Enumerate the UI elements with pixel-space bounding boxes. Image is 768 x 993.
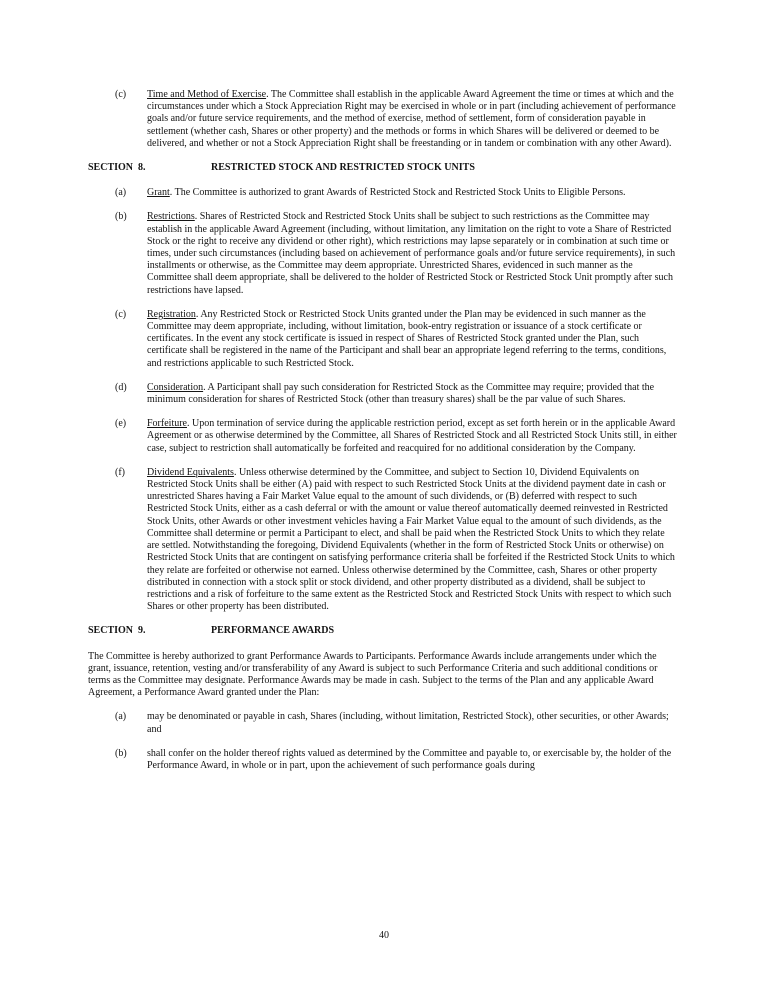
list-item-text <box>147 309 679 370</box>
list-item-text <box>147 748 679 772</box>
item-body-text: . Upon termination of service during the applicable restriction period, except as set forth herein or in the applicable Award Agreement or as otherwise determined by the Committee, all Shares of Restricted Stock and all Restricted Stock Units still, in either case, subject to restriction shall automatically be forfeited and reacquired for no additional consideration by the Company. <box>147 418 677 454</box>
item-heading-underlined: Time and Method of Exercise <box>147 89 267 100</box>
section-number: SECTION 9. <box>88 625 146 637</box>
list-item-label: (e) <box>115 418 127 430</box>
list-item-label: (c) <box>115 308 127 320</box>
list-item-consideration <box>88 382 679 406</box>
section-title: PERFORMANCE AWARDS <box>211 625 335 637</box>
item-heading-underlined: Restrictions <box>147 211 195 223</box>
list-item-grant <box>88 187 679 199</box>
section-number: SECTION 8. <box>88 162 146 174</box>
list-item-dividend-equivalents <box>88 467 679 613</box>
item-body-text: . The Committee shall establish in the applicable Award Agreement the time or times at which and the circumstances under which a Stock Appreciation Right may be exercised in whole or in part (including achievement of performance goals and/or future service requirements, and the method of exercise, method of settlement, form of consideration payable in settlement (whether cash, Shares or other property) and the methods or forms in which Shares will be delivered or deemed to be delivered, and whether or not a Stock Appreciation Right shall be freestanding or in tandem or combination with any other Award). <box>147 89 676 149</box>
list-item-text <box>147 467 679 613</box>
list-item-performance-a <box>88 711 679 735</box>
item-body-text: . Unless otherwise determined by the Committee, and subject to Section 10, Dividend Equivalents on Restricted Stock Units shall be either (A) paid with respect to such Restricted Stock Units at the dividend payment date in cash or unrestricted Shares having a Fair Market Value equal to the amount of such dividends, or (B) deferred with respect to such Restricted Stock Units, either as a cash deferral or with the amount or value thereof automatically deemed reinvested in Restricted Stock Units, other Awards or other investment vehicles having a Fair Market Value equal to the amount of such dividends, as the Committee shall determine or permit a Participant to elect, and shall be paid when the Restricted Stock Units to which they relate are settled. Notwithstanding the foregoing, Dividend Equivalents (whether in the form of Restricted Stock Units or otherwise) on Restricted Stock Units that are contingent on satisfying performance criteria shall be forfeited if the Restricted Stock Units to which they relate are forfeited or otherwise not earned. Unless otherwise determined by the Committee, cash, Shares or other property distributed in connection with a stock split or stock dividend, and other property distributed as a dividend, shall be subject to restrictions and a risk of forfeiture to the same extent as the Restricted Stock and Restricted Stock Units with respect to which such Shares or other property has been distributed. <box>147 466 675 613</box>
list-item-performance-b <box>88 748 679 772</box>
list-item-label: (b) <box>115 211 127 223</box>
list-item-label: (f) <box>115 466 125 478</box>
list-item-label: (c) <box>115 89 127 100</box>
section-9-paragraph: The Committee is hereby authorized to grant Performance Awards to Participants. Performance Awards include arrangements under which the grant, issuance, retention, vesting and/or transferability of any Award is subject to such Performance Criteria and such additional conditions or terms as the Committee may designate. Performance Awards may be made in cash. Subject to the terms of the Plan and any applicable Award Agreement, a Performance Award granted under the Plan: <box>88 650 658 699</box>
list-item-text <box>147 89 679 150</box>
item-heading-underlined: Consideration <box>147 381 204 393</box>
page-number: 40 <box>379 930 389 941</box>
list-item-text <box>147 382 679 406</box>
item-heading-underlined: Grant <box>147 187 170 199</box>
item-heading-underlined: Registration <box>147 308 196 320</box>
item-body-text: . Any Restricted Stock or Restricted Stock Units granted under the Plan may be evidenced in such manner as the Committee may deem appropriate, including, without limitation, book-entry registration or issuance of a stock certificate or certificates. In the event any stock certificate is issued in respect of Shares of Restricted Stock granted under the Plan, such certificate shall be registered in the name of the Participant and shall bear an appropriate legend referring to the terms, conditions, and restrictions applicable to such Restricted Stock. <box>147 308 667 369</box>
item-body-text: shall confer on the holder thereof rights valued as determined by the Committee and payable to, or exercisable by, the holder of the Performance Award, in whole or in part, upon the achievement of such performance goals during <box>147 747 672 771</box>
list-item-label: (b) <box>115 747 127 759</box>
list-item-text <box>147 418 679 455</box>
list-item-label: (a) <box>115 187 127 199</box>
list-item-text <box>147 211 679 296</box>
list-item-label: (d) <box>115 381 127 393</box>
document-body <box>88 89 679 784</box>
section-8-header <box>88 162 679 174</box>
item-body-text: . A Participant shall pay such consideration for Restricted Stock as the Committee may require; provided that the minimum consideration for shares of Restricted Stock (other than treasury shares) shall be the par value of such Shares. <box>147 381 655 406</box>
item-heading-underlined: Dividend Equivalents <box>147 466 234 478</box>
item-body-text: may be denominated or payable in cash, Shares (including, without limitation, Restricted Stock), other securities, or other Awards; and <box>147 711 669 735</box>
list-item-label: (a) <box>115 711 127 723</box>
item-body-text: . The Committee is authorized to grant Awards of Restricted Stock and Restricted Stock Units to Eligible Persons. <box>169 187 626 199</box>
section-title: RESTRICTED STOCK AND RESTRICTED STOCK UNITS <box>211 162 475 174</box>
section-9-header <box>88 625 679 637</box>
list-item-text <box>147 711 679 735</box>
list-item-forfeiture <box>88 418 679 455</box>
list-item-time-and-method <box>88 89 679 150</box>
list-item-restrictions <box>88 211 679 296</box>
list-item-text <box>147 187 679 199</box>
item-body-text: . Shares of Restricted Stock and Restricted Stock Units shall be subject to such restrictions as the Committee may establish in the applicable Award Agreement (including, without limitation, any limitation on the right to vote a Share of Restricted Stock or the right to receive any dividend or other right), which restrictions may lapse separately or in combination at such time or times, under such circumstances (including based on achievement of performance goals and/or future service requirements), in such installments or otherwise, as the Committee may deem appropriate. Unrestricted Shares, evidenced in such manner as the Committee shall deem appropriate, shall be delivered to the holder of Restricted Stock or Restricted Stock Unit promptly after such restrictions have lapsed. <box>147 211 676 296</box>
list-item-registration <box>88 309 679 370</box>
item-heading-underlined: Forfeiture <box>147 418 187 430</box>
